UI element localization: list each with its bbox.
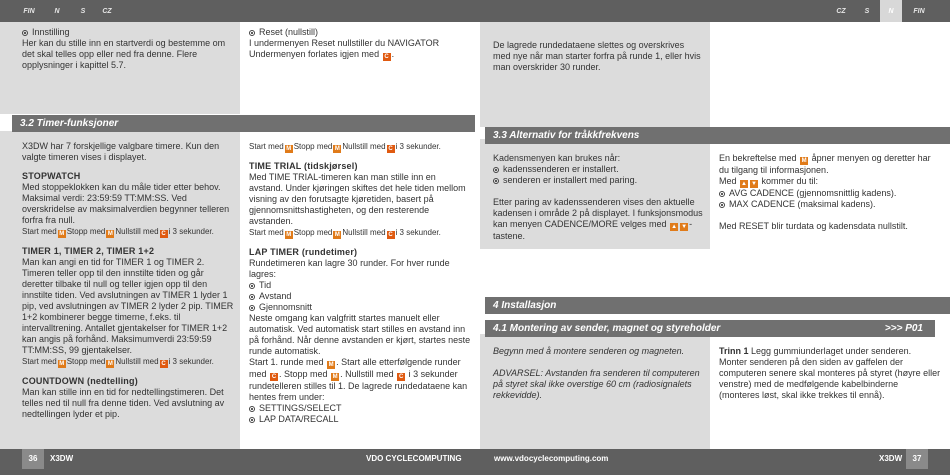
lang-tab-fin-right[interactable]: FIN [913, 8, 925, 15]
countdown-title: COUNTDOWN (nedtelling) [22, 376, 138, 386]
laptimer-text3: Start 1. runde med M . Start alle etterfølgende runder med C . Stopp med M . Nullstill med C i 3 sekunder rundetelleren stilles til 1. De lagrede rundedataene kan hentes frem under: [249, 357, 468, 402]
lap-item: Tid [249, 280, 471, 291]
left-top-col1 [22, 27, 232, 71]
right-top-text [493, 40, 703, 73]
timetrial-controls: Start med M Stopp med M Nullstill med C i 3 sekunder. [249, 228, 441, 238]
page-number-right: 37 [906, 449, 928, 469]
section41-col2 [719, 346, 941, 401]
footer-url[interactable]: www.vdocyclecomputing.com [494, 454, 609, 463]
m-key-icon: M [286, 146, 292, 152]
lap-menu-item: LAP DATA/RECALL [249, 414, 471, 425]
page-ref-link[interactable]: >>> P01 [884, 323, 923, 334]
c-key-icon: C [161, 361, 166, 367]
down-key-icon: ▼ [681, 224, 688, 230]
reset-after: . [391, 49, 395, 59]
section-heading-3-2: 3.2 Timer-funksjoner [12, 115, 475, 132]
panel-right-top-1 [480, 22, 710, 127]
section33-col2 [719, 153, 941, 232]
m-key-icon: M [107, 231, 113, 237]
section41-title: 4.1 Montering av sender, magnet og styreholder [493, 323, 721, 334]
timer-title: TIMER 1, TIMER 2, TIMER 1+2 [22, 246, 155, 256]
m-key-icon: M [107, 361, 113, 367]
c-key-icon: C [388, 146, 393, 152]
left-top-col2 [249, 27, 471, 61]
m-key-icon: M [334, 146, 340, 152]
cadence-reset-text: Med RESET blir turdata og kadensdata nullstilt. [719, 221, 908, 231]
m-key-icon: M [334, 232, 340, 238]
countdown-controls: Start med M Stopp med M Nullstill med C i 3 sekunder. [249, 142, 441, 152]
lap-item: Gjennomsnitt [249, 302, 471, 313]
section-heading-4: 4 Installasjon [485, 297, 950, 314]
setting-item: Innstilling [22, 27, 232, 38]
footer-model-left: X3DW [50, 454, 74, 463]
lang-tab-fin-left[interactable]: FIN [23, 8, 35, 15]
cadence-text: Etter paring av kadenssenderen vises den aktuelle kadensen i område 2 på displayet. I funksjonsmodus kan menyen CADENCE/MORE velges med ▲ ▼ -tastene. [493, 197, 703, 241]
lang-tab-cz-right[interactable]: CZ [836, 8, 846, 15]
lang-tab-cz-left[interactable]: CZ [102, 8, 112, 15]
section32-col2 [249, 141, 471, 425]
setting-text: Her kan du stille inn en startverdi og bestemme om det skal telles opp eller ned fra denne. Flere opplysninger i kapittel 5.7. [22, 38, 226, 70]
m-key-icon: M [286, 232, 292, 238]
section41-col1 [493, 346, 703, 401]
c-key-icon: C [388, 232, 393, 238]
m-key-icon: M [328, 362, 334, 368]
stopwatch-title: STOPWATCH [22, 171, 81, 181]
step1-label: Trinn 1 [719, 346, 749, 356]
lap-delete-text: De lagrede rundedataene slettes og overskrives med nye når man starter forfra på runde 1, eller hvis man overskrider 30 runder. [493, 40, 701, 72]
c-key-icon: C [398, 374, 404, 380]
lang-tab-n-right[interactable]: N [880, 0, 902, 22]
c-key-icon: C [161, 231, 166, 237]
mount-warning: ADVARSEL: Avstanden fra senderen til computeren på styret skal ikke overstige 60 cm (radiosignalets rekkevidde). [493, 368, 700, 400]
lap-item: Avstand [249, 291, 471, 302]
c-key-icon: C [384, 54, 389, 60]
countdown-text: Man kan stille inn en tid for nedtellingstimeren. Det telles ned til null fra denne tiden. Ved avslutning av nedtellingen lyder et pip. [22, 387, 225, 419]
stopwatch-text: Med stoppeklokken kan du måle tider etter behov. Maksimal verdi: 23:59:59 TT:MM:SS. Ved overskridelse av maksimalverdien begynner telleren forfra fra null. [22, 182, 230, 225]
cadence-nav-text: Med ▲ ▼ kommer du til: [719, 176, 819, 187]
lang-tab-s-right[interactable]: S [864, 8, 870, 15]
section32-col1 [22, 141, 234, 420]
reset-item: Reset (nullstill) [249, 27, 471, 38]
section-heading-3-3: 3.3 Alternativ for tråkkfrekvens [485, 127, 950, 144]
mount-intro: Begynn med å montere senderen og magneten. [493, 346, 685, 356]
timer-text: Man kan angi en tid for TIMER 1 og TIMER 2. Timeren teller opp til den innstilte tiden og går deretter tilbake til null og teller igjen opp til den innstilte tiden. Ved avslutningen av TIMER 1 lyder 1 pip, ved avslutningen av TIMER 2 lyder 2 pip. TIMER 1+2 kombinerer begge timerne, f.eks. til intervalltrening. Antallet gjentakelser for TIMER 1+2 kan angis på forhånd. Maksimumverdi 23:59:59 TT:MM:SS, 99 gjentakelser. [22, 257, 234, 355]
stopwatch-controls: Start med M Stopp med M Nullstill med C i 3 sekunder. [22, 227, 214, 237]
reset-text: I undermenyen Reset nullstiller du NAVIGATOR Undermenyen forlates igjen med [249, 38, 440, 59]
up-key-icon: ▲ [671, 224, 678, 230]
cadence-item: senderen er installert med paring. [493, 175, 703, 186]
cadence-menu-item: MAX CADENCE (maksimal kadens). [719, 199, 941, 210]
m-key-icon: M [59, 231, 65, 237]
timer-intro: X3DW har 7 forskjellige valgbare timere. Kun den valgte timeren vises i displayet. [22, 141, 220, 162]
up-key-icon: ▲ [741, 181, 747, 187]
cadence-intro: Kadensmenyen kan brukes når: [493, 153, 621, 163]
section33-col1 [493, 153, 703, 242]
footer-bar [0, 449, 950, 475]
section-heading-4-1 [485, 320, 935, 337]
footer-brand: VDO CYCLECOMPUTING [366, 454, 462, 463]
page-number-left: 36 [22, 449, 44, 469]
m-key-icon: M [332, 374, 338, 380]
top-language-bar [0, 0, 950, 22]
cadence-confirm-text: En bekreftelse med M åpner menyen og deretter har du tilgang til informasjonen. [719, 153, 931, 175]
lap-menu-item: SETTINGS/SELECT [249, 403, 471, 414]
m-key-icon: M [801, 158, 807, 164]
c-key-icon: C [271, 374, 277, 380]
down-key-icon: ▼ [751, 181, 757, 187]
footer-model-right: X3DW [879, 454, 903, 463]
timer-controls: Start med M Stopp med M Nullstill med C i 3 sekunder. [22, 357, 214, 367]
lang-tab-s-left[interactable]: S [80, 8, 86, 15]
cadence-item: kadenssenderen er installert. [493, 164, 703, 175]
lang-tab-n-left[interactable]: N [54, 8, 60, 15]
cadence-menu-item: AVG CADENCE (gjennomsnittlig kadens). [719, 188, 941, 199]
timetrial-title: TIME TRIAL (tidskjørsel) [249, 161, 358, 171]
laptimer-title: LAP TIMER (rundetimer) [249, 247, 358, 257]
step1-text: Trinn 1 Legg gummiunderlaget under senderen. Monter senderen på den siden av gaffelen der computeren senere skal monteres på styret (høyre eller venstre) med de medfølgende kabelbinderne (monteres løst, skal ikke trekkes til ennå). [719, 346, 941, 400]
laptimer-text2: Neste omgang kan valgfritt startes manuelt eller automatisk. Ved automatisk start stilles en avstand inn på forhånd. Når denne avstanden er kjørt, startes neste runde automatisk. [249, 313, 471, 356]
timetrial-text: Med TIME TRIAL-timeren kan man stille inn en avstand. Under kjøringen skiftes det hele tiden mellom visning av den forutsagte kjøretiden, basert på gjennomsnittshastigheten, og den resterende avstanden. [249, 172, 466, 226]
laptimer-text: Rundetimeren kan lagre 30 runder. For hver runde lagres: [249, 258, 450, 279]
m-key-icon: M [59, 361, 65, 367]
